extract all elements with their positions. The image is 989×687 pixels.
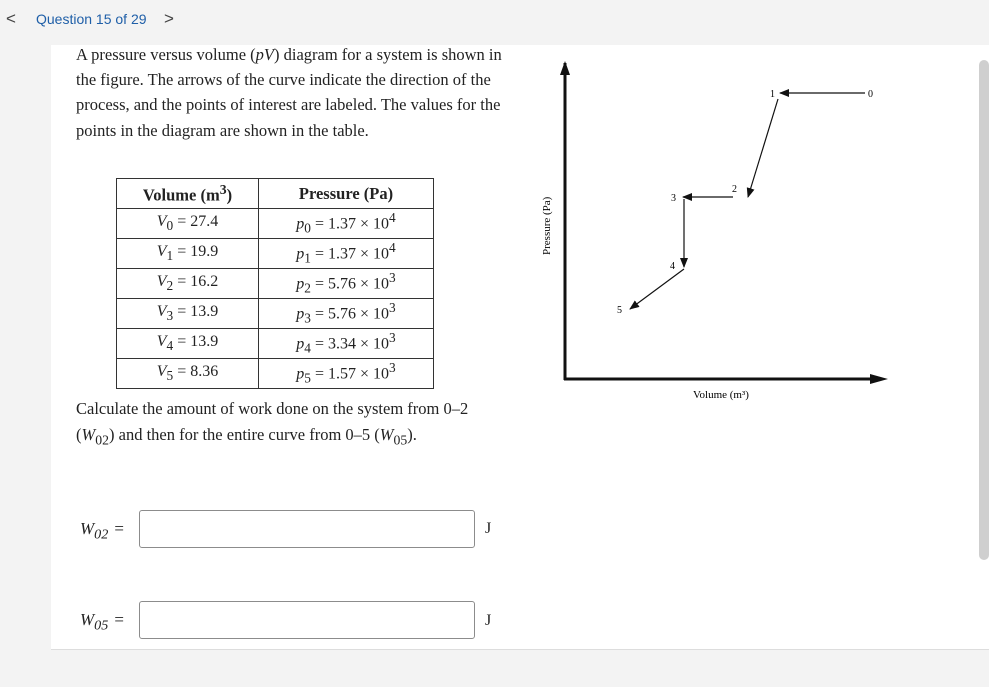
pressure-cell: $p_4 = 3.34 \times 10^3$	[259, 329, 434, 359]
question-nav	[0, 0, 989, 40]
values-table	[116, 178, 434, 389]
w05-unit: J	[485, 612, 492, 629]
w05-input[interactable]	[139, 601, 475, 639]
volume-cell: $V_1 = 19.9$	[117, 239, 259, 269]
volume-header: Volume $(m^3)$	[117, 179, 259, 209]
segment-1-2	[748, 99, 778, 197]
pressure-cell: $p_5 = 1.57 \times 10^3$	[259, 359, 434, 389]
pressure-cell: $p_1 = 1.37 \times 10^4$	[259, 239, 434, 269]
question-text: Calculate the amount of work done on the system from 0–2 $(W_{02})$ and then for the entire curve from 0–5 $(W_{05})$.	[76, 399, 469, 447]
volume-cell: $V_3 = 13.9$	[117, 299, 259, 329]
table-header-row	[117, 179, 434, 209]
x-axis-arrowhead	[870, 374, 888, 384]
point-label-3: 3	[671, 193, 676, 204]
volume-cell: $V_4 = 13.9$	[117, 329, 259, 359]
previous-question-button[interactable]: <	[6, 9, 16, 28]
point-label-5: 5	[617, 305, 622, 316]
w02-input[interactable]	[139, 510, 475, 548]
table-row	[117, 359, 434, 389]
y-axis-arrowhead	[560, 61, 570, 75]
next-question-button[interactable]: >	[164, 9, 174, 28]
question-counter: Question 15 of 29	[36, 11, 147, 27]
table-row	[117, 239, 434, 269]
pressure-cell: $p_0 = 1.37 \times 10^4$	[259, 209, 434, 239]
intro-text	[76, 42, 506, 143]
volume-cell: $V_5 = 8.36$	[117, 359, 259, 389]
w02-label: $W_{02}$ =	[80, 519, 124, 543]
pressure-cell: $p_3 = 5.76 \times 10^3$	[259, 299, 434, 329]
point-label-1: 1	[770, 89, 775, 100]
pv-diagram	[530, 55, 900, 415]
segment-4-5	[630, 269, 684, 309]
pressure-cell: $p_2 = 5.76 \times 10^3$	[259, 269, 434, 299]
point-label-0: 0	[868, 89, 873, 100]
volume-cell: $V_2 = 16.2$	[117, 269, 259, 299]
intro-text-content: A pressure versus volume (pV) diagram for a system is shown in the figure. The arrows of the curve indicate the direction of the process, and the points of interest are labeled. The values for the points in the diagram are shown in the table.	[76, 45, 502, 140]
table-row	[117, 209, 434, 239]
scrollbar[interactable]	[979, 60, 989, 560]
x-axis-label: Volume (m³)	[693, 389, 749, 401]
pressure-header: Pressure (Pa)	[259, 179, 434, 209]
point-label-2: 2	[732, 184, 737, 195]
w05-label: $W_{05}$ =	[80, 610, 124, 634]
y-axis-label: Pressure (Pa)	[541, 196, 553, 255]
point-label-4: 4	[670, 261, 675, 272]
w02-unit: J	[485, 520, 492, 537]
table-row	[117, 299, 434, 329]
volume-cell: $V_0 = 27.4$	[117, 209, 259, 239]
table-row	[117, 329, 434, 359]
table-row	[117, 269, 434, 299]
